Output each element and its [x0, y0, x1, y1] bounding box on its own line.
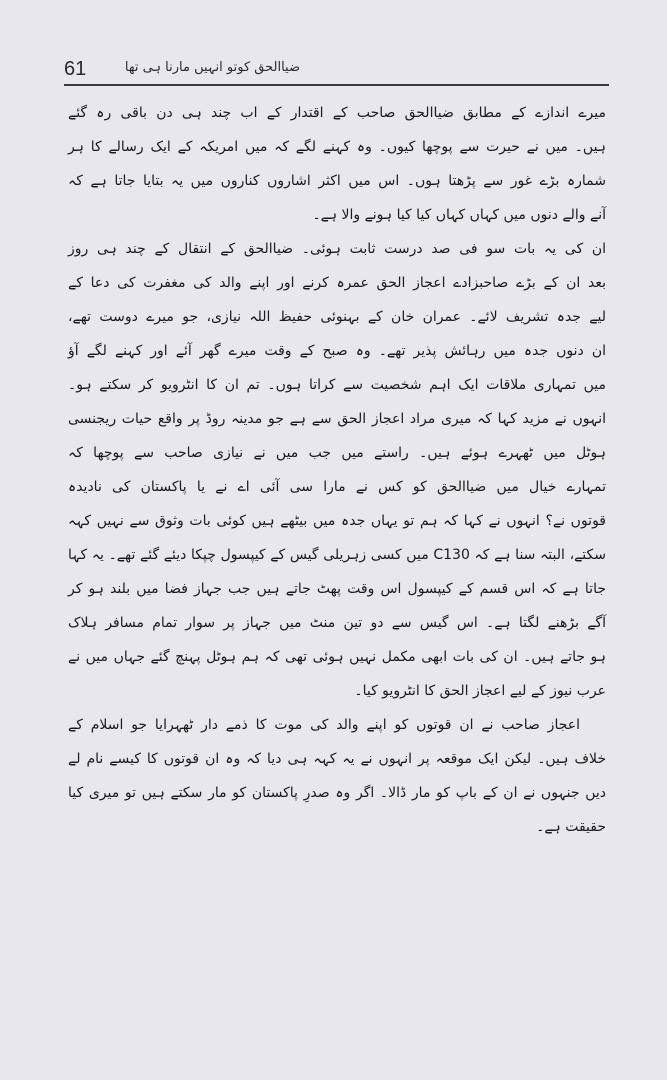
text-line: عرب نیوز کے لیے اعجاز الحق کا انٹرویو کیا۔	[354, 683, 606, 699]
header-divider	[64, 84, 609, 86]
running-title: ضیاالحق کوتو انہیں مارنا ہی تھا	[124, 60, 300, 75]
text-line: ہوٹل میں ٹھہرے ہوئے ہیں۔ راستے میں جب میں نے نیازی صاحب سے پوچھا کہ	[68, 445, 606, 461]
text-line: لیے جدہ تشریف لائے۔ عمران خان کے بہنوئی حفیظ اللہ نیازی، جو میرے دوست تھے،	[68, 309, 606, 325]
text-line: دیں جنہوں نے ان کے باپ کو مار ڈالا۔ اگر وہ صدرِ پاکستان کو مار سکتے ہیں تو میری کیا	[68, 785, 606, 801]
text-line: شمارہ بڑے غور سے پڑھتا ہوں۔ اس میں اکثر اشاروں کناروں میں یہ بتایا جاتا ہے کہ	[68, 173, 606, 189]
text-line: تمہارے خیال میں ضیاالحق کو کس نے مارا سی آئی اے نے یا پاکستان کی نادیدہ	[68, 479, 606, 495]
text-line: میں تمہاری ملاقات ایک اہم شخصیت سے کراتا ہوں۔ تم ان کا انٹرویو کر سکتے ہو۔	[68, 377, 606, 393]
text-line: آنے والے دنوں میں کہاں کہاں کیا کیا ہونے والا ہے۔	[312, 207, 606, 223]
text-line: ان دنوں جدہ میں رہائش پذیر تھے۔ وہ صبح کے وقت میرے گھر آئے اور کہنے لگے آؤ	[68, 343, 606, 359]
text-line: حقیقت ہے۔	[536, 819, 606, 835]
text-line: ہو جاتے ہیں۔ ان کی بات ابھی مکمل نہیں ہوئی تھی کہ ہم ہوٹل پہنچ گئے جہاں میں نے	[68, 649, 606, 665]
text-line: انہوں نے مزید کہا کہ میری مراد اعجاز الحق سے ہے جو مدینہ روڈ پر واقع حیات ریجنسی	[68, 411, 606, 427]
text-line: آگے بڑھنے لگتا ہے۔ اس گیس سے دو تین منٹ میں جہاز پر سوار تمام مسافر ہلاک	[68, 615, 606, 631]
body-text	[68, 96, 606, 844]
text-line: بعد ان کے بڑے صاحبزادے اعجاز الحق عمرہ کرنے اور اپنے والد کی مغفرت کی دعا کے	[68, 275, 606, 291]
text-line: میرے اندازے کے مطابق ضیاالحق صاحب کے اقتدار کے اب چند ہی دن باقی رہ گئے	[68, 105, 606, 121]
text-line: سکتے، البتہ سنا ہے کہ C130 میں کسی زہریلی گیس کے کیپسول چپکا دیئے گئے تھے۔ یہ کہا	[68, 547, 606, 563]
page-number: 61	[64, 58, 87, 80]
text-line: جاتا ہے کہ اس قسم کے کیپسول اس وقت پھٹ جاتے ہیں جب جہاز فضا میں بلند ہو کر	[68, 581, 606, 597]
text-line: ہیں۔ میں نے حیرت سے پوچھا کیوں۔ وہ کہنے لگے کہ میں امریکہ کے ایک رسالے کا ہر	[68, 139, 606, 155]
text-line: اعجاز صاحب نے ان قوتوں کو اپنے والد کی موت کا ذمے دار ٹھہرایا جو اسلام کے	[68, 717, 580, 733]
text-line: قوتوں نے؟ انہوں نے کہا کہ ہم تو یہاں جدہ میں بیٹھے ہیں کوئی بات وثوق سے نہیں کہہ	[68, 513, 606, 529]
text-line: ان کی یہ بات سو فی صد درست ثابت ہوئی۔ ضیاالحق کے انتقال کے چند ہی روز	[68, 241, 606, 257]
text-line: خلاف ہیں۔ لیکن ایک موقعہ پر انہوں نے یہ کہہ ہی دیا کہ وہ ان قوتوں کا کیسے نام لے	[68, 751, 606, 767]
